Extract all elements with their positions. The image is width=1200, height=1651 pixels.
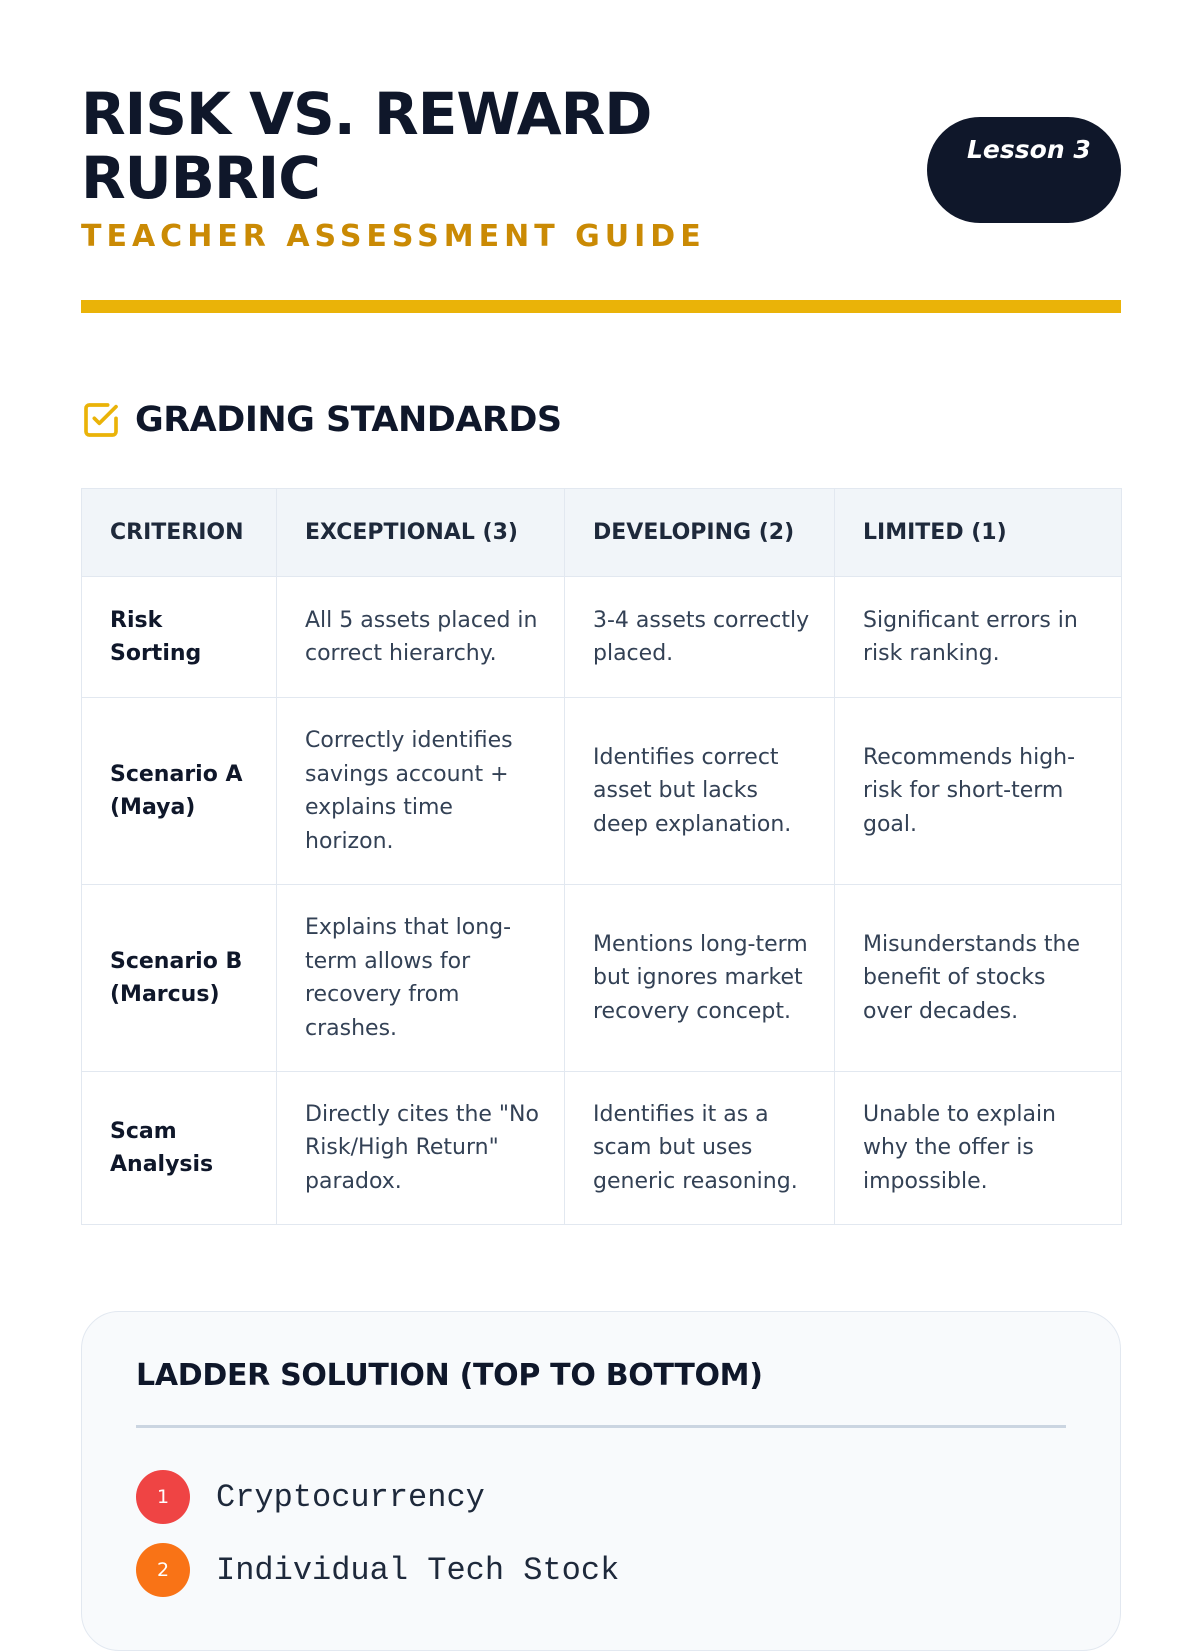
table-row — [82, 577, 1122, 698]
lesson-badge: Lesson 3 — [927, 117, 1121, 223]
table-row — [82, 698, 1122, 885]
ladder-item-label: Individual Tech Stock — [216, 1551, 620, 1589]
criterion-cell: Scenario B (Marcus) — [82, 885, 277, 1072]
ladder-solution-card — [81, 1311, 1121, 1651]
exceptional-cell: Explains that long-term allows for recovery from crashes. — [277, 885, 565, 1072]
criterion-cell: Risk Sorting — [82, 577, 277, 698]
exceptional-cell: Directly cites the "No Risk/High Return" paradox. — [277, 1072, 565, 1225]
table-header-row — [82, 489, 1122, 577]
ladder-divider — [136, 1425, 1066, 1428]
column-header-criterion: CRITERION — [82, 489, 277, 577]
page — [81, 0, 1121, 1589]
developing-cell: Identifies correct asset but lacks deep explanation. — [565, 698, 835, 885]
table-row — [82, 1072, 1122, 1225]
page-title: RISK VS. REWARD RUBRIC — [81, 80, 652, 212]
table-row — [82, 885, 1122, 1072]
column-header-limited: LIMITED (1) — [835, 489, 1122, 577]
ladder-item-label: Cryptocurrency — [216, 1478, 485, 1516]
checkbox-icon — [81, 400, 121, 440]
ladder-number-badge: 1 — [136, 1470, 190, 1524]
criterion-cell: Scam Analysis — [82, 1072, 277, 1225]
header — [81, 0, 1121, 315]
limited-cell: Recommends high-risk for short-term goal. — [835, 698, 1122, 885]
limited-cell: Significant errors in risk ranking. — [835, 577, 1122, 698]
column-header-developing: DEVELOPING (2) — [565, 489, 835, 577]
developing-cell: Mentions long-term but ignores market recovery concept. — [565, 885, 835, 1072]
exceptional-cell: All 5 assets placed in correct hierarchy. — [277, 577, 565, 698]
ladder-number-badge: 2 — [136, 1543, 190, 1597]
header-accent-bar — [81, 300, 1121, 313]
ladder-heading: LADDER SOLUTION (TOP TO BOTTOM) — [136, 1358, 763, 1393]
ladder-item — [136, 1470, 485, 1524]
column-header-exceptional: EXCEPTIONAL (3) — [277, 489, 565, 577]
grading-section-heading — [81, 398, 562, 442]
rubric-table — [81, 488, 1122, 1225]
grading-heading: GRADING STANDARDS — [135, 400, 562, 440]
exceptional-cell: Correctly identifies savings account + explains time horizon. — [277, 698, 565, 885]
developing-cell: 3-4 assets correctly placed. — [565, 577, 835, 698]
developing-cell: Identifies it as a scam but uses generic reasoning. — [565, 1072, 835, 1225]
page-subtitle: TEACHER ASSESSMENT GUIDE — [81, 219, 706, 254]
limited-cell: Misunderstands the benefit of stocks over decades. — [835, 885, 1122, 1072]
ladder-item — [136, 1543, 619, 1597]
limited-cell: Unable to explain why the offer is impossible. — [835, 1072, 1122, 1225]
criterion-cell: Scenario A (Maya) — [82, 698, 277, 885]
